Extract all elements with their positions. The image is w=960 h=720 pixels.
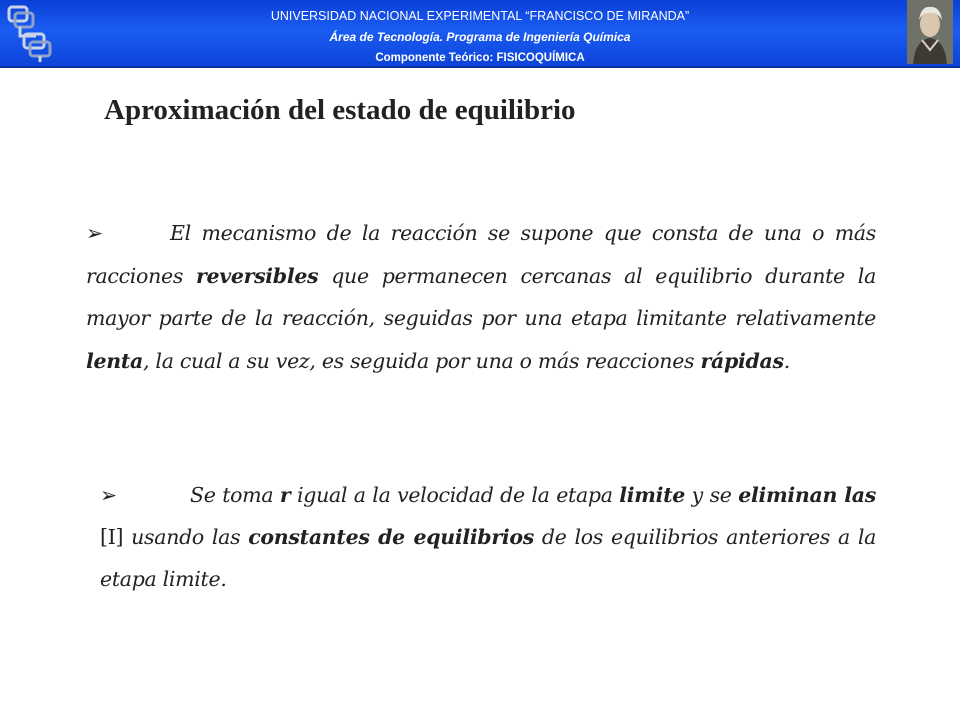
slide-title: Aproximación del estado de equilibrio <box>104 94 576 126</box>
text-run: de los equilibrios anteriores a la etapa limite. <box>100 525 876 591</box>
emphasis-reversibles: reversibles <box>195 263 319 288</box>
text-run: usando las <box>123 525 249 549</box>
university-name: UNIVERSIDAD NACIONAL EXPERIMENTAL “FRANCISCO DE MIRANDA” <box>270 9 690 23</box>
arrow-bullet-icon: ➢ <box>86 221 103 245</box>
emphasis-r: r <box>279 483 291 507</box>
course-component: Componente Teórico: FISICOQUÍMICA <box>375 52 585 64</box>
portrait-image <box>907 0 953 64</box>
emphasis-eliminan: eliminan las <box>738 483 877 507</box>
text-run: . <box>783 348 790 373</box>
emphasis-rapidas: rápidas <box>700 348 784 373</box>
bullet-paragraph-1 <box>86 212 876 382</box>
program-name: Área de Tecnología. Programa de Ingeniería Química <box>329 30 631 44</box>
bullet-paragraph-2 <box>100 474 876 600</box>
emphasis-constantes: constantes de equilibrios <box>248 525 534 549</box>
concentration-symbol: [I] <box>100 525 124 549</box>
text-run: que permanecen cercanas al equilibrio durante la mayor parte de la reacción, seguidas por una etapa limitante relativamente <box>86 263 876 330</box>
text-run: Se toma <box>190 483 280 507</box>
text-run: , la cual a su vez, es seguida por una o más reacciones <box>143 348 701 373</box>
text-run: y se <box>685 483 739 507</box>
emphasis-lenta: lenta <box>86 348 143 373</box>
emphasis-limite: limite <box>619 483 686 507</box>
arrow-bullet-icon: ➢ <box>100 483 117 507</box>
header-banner <box>0 0 960 68</box>
text-run: El mecanismo de la reacción se supone que consta de una o más racciones <box>86 221 876 288</box>
text-run: igual a la velocidad de la etapa <box>290 483 620 507</box>
